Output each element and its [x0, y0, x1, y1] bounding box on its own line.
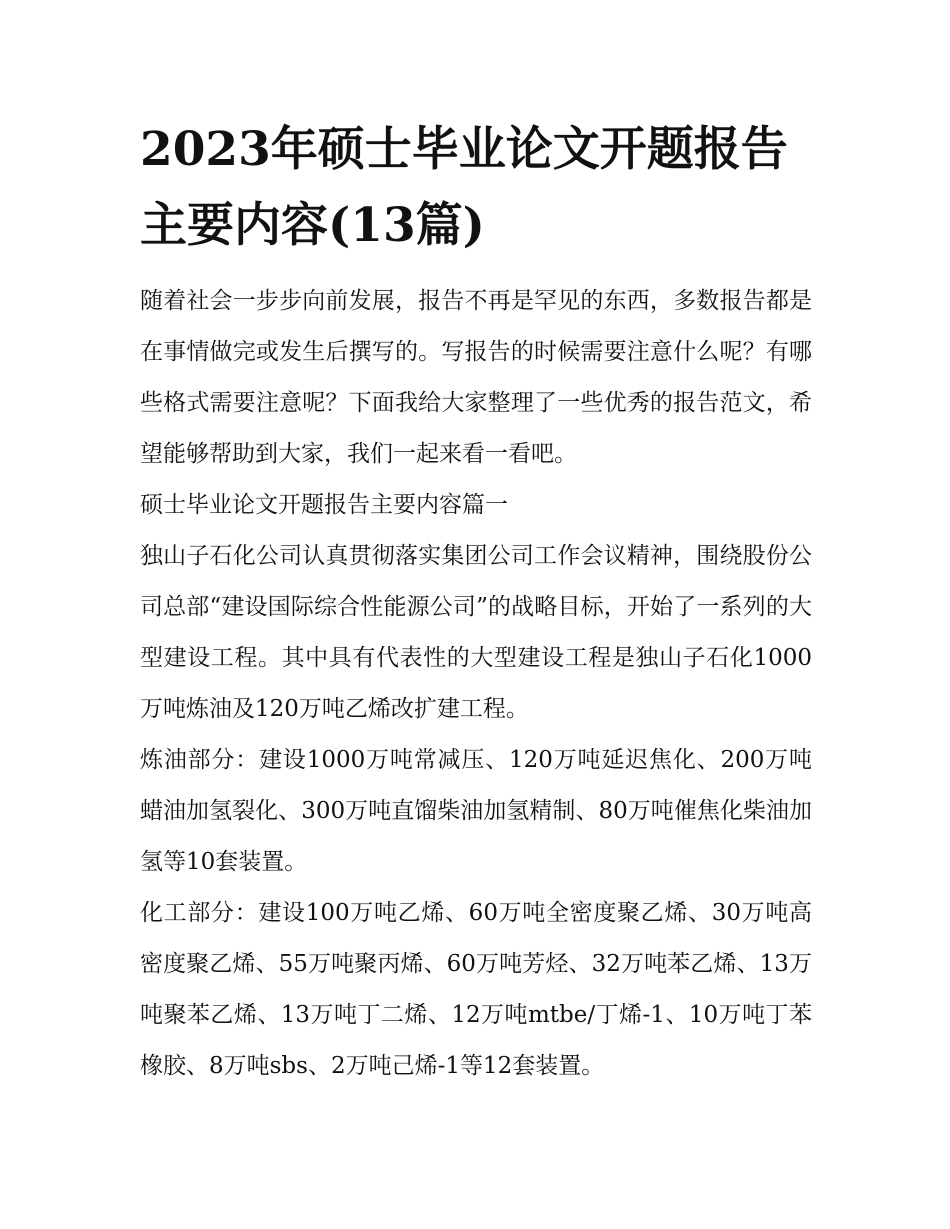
body-paragraph-chemical: 化工部分：建设100万吨乙烯、60万吨全密度聚乙烯、30万吨高密度聚乙烯、55万吨聚丙烯、60万吨芳烃、32万吨苯乙烯、13万吨聚苯乙烯、13万吨丁二烯、12万吨mtbe/丁烯-1、10万吨丁苯橡胶、8万吨sbs、2万吨己烯-1等12套装置。 [140, 900, 812, 1079]
document-body [140, 112, 812, 1092]
section-heading: 硕士毕业论文开题报告主要内容篇一 [140, 492, 508, 518]
body-paragraph-refining: 炼油部分：建设1000万吨常减压、120万吨延迟焦化、200万吨蜡油加氢裂化、300万吨直馏柴油加氢精制、80万吨催焦化柴油加氢等10套装置。 [140, 747, 812, 875]
body-paragraph-overview: 独山子石化公司认真贯彻落实集团公司工作会议精神，围绕股份公司总部“建设国际综合性能源公司”的战略目标，开始了一系列的大型建设工程。其中具有代表性的大型建设工程是独山子石化1000万吨炼油及120万吨乙烯改扩建工程。 [140, 543, 812, 722]
document-title: 2023年硕士毕业论文开题报告主要内容(13篇) [140, 122, 788, 253]
intro-paragraph: 随着社会一步步向前发展，报告不再是罕见的东西，多数报告都是在事情做完或发生后撰写的。写报告的时候需要注意什么呢？有哪些格式需要注意呢？下面我给大家整理了一些优秀的报告范文，希望能够帮助到大家，我们一起来看一看吧。 [140, 288, 812, 467]
